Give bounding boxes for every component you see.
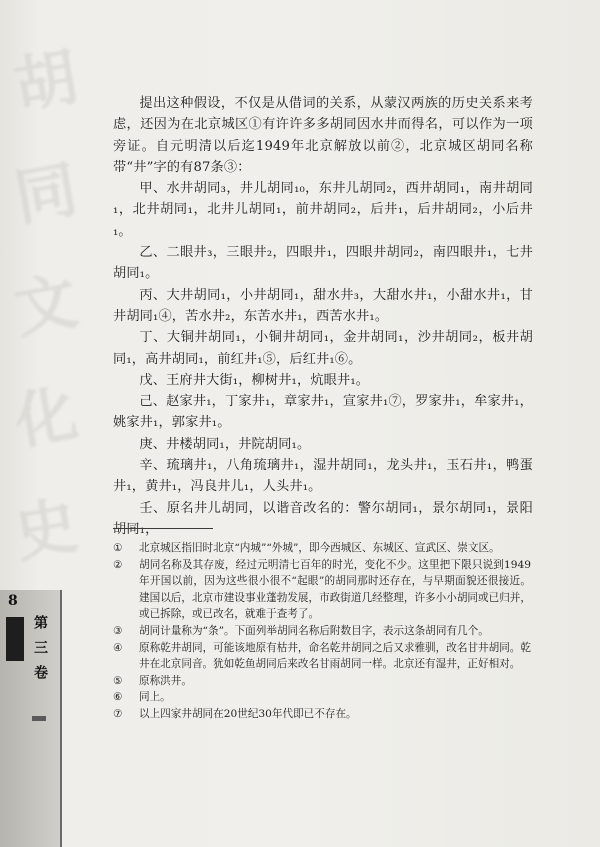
footnote xyxy=(113,623,531,640)
list-item: 辛、琉璃井₁，八角琉璃井₁，湿井胡同₁，龙头井₁，玉石井₁，鸭蛋井₁，黄井₁，冯良井儿₁，人头井₁。 xyxy=(113,458,533,495)
side-tab-border xyxy=(60,590,62,847)
list-item: 乙、二眼井₃，三眼井₂，四眼井₁，四眼井胡同₂，南四眼井₁，七井胡同₁。 xyxy=(113,245,533,282)
footnotes xyxy=(113,540,531,723)
main-text xyxy=(113,93,533,540)
side-tab-marker xyxy=(6,617,24,661)
footnote-mark: ② xyxy=(113,558,123,571)
footnote xyxy=(113,540,531,557)
footnote-text: 胡同名称及其存废，经过元明清七百年的时光，变化不少。这里把下限只说到1949年开国以前，因为这些很小很不“起眼”的胡同那时还存在，与早期面貌还很接近。建国以后，北京市建设事业蓬勃发展，市政街道几经整理，许多小小胡同或已归并，或已拆除，或已改名，就难于查考了。 xyxy=(139,558,531,621)
footnote-text: 胡同计量称为“条”。下面列举胡同名称后附数目字，表示这条胡同有几个。 xyxy=(139,624,489,637)
footnote-mark: ⑥ xyxy=(113,691,123,704)
footnote xyxy=(113,557,531,623)
list-item: 己、赵家井₁，丁家井₁，章家井₁，宣家井₁⑦，罗家井₁，牟家井₁，姚家井₁，郭家井₁。 xyxy=(113,394,533,431)
footnote-separator xyxy=(113,528,213,529)
footnote xyxy=(113,673,531,690)
footnote-text: 北京城区指旧时北京“内城”“外城”，即今西城区、东城区、宣武区、崇文区。 xyxy=(139,542,500,554)
footnote-mark: ⑤ xyxy=(113,674,123,687)
footnote xyxy=(113,706,531,723)
footnote-mark: ③ xyxy=(113,624,123,637)
watermark-char: 文 xyxy=(8,263,83,347)
footnote-text: 以上四家井胡同在20世纪30年代即已不存在。 xyxy=(139,707,357,720)
background-watermark xyxy=(0,20,90,580)
footnote xyxy=(113,640,531,673)
volume-label: 第三卷 xyxy=(32,615,48,690)
watermark-char: 化 xyxy=(8,375,83,459)
footnote-mark: ① xyxy=(113,542,123,554)
footnote-text: 原称乾井胡同，可能该地原有枯井，命名乾井胡同之后又求雅驯，改名甘井胡同。乾井在北京同音。犹如乾鱼胡同后来改名甘雨胡同一样。北京还有湿井，正好相对。 xyxy=(139,641,531,671)
list-item: 戊、王府井大街₁，柳树井₁，炕眼井₁。 xyxy=(139,372,370,388)
page-number: 8 xyxy=(8,593,18,609)
watermark-char: 史 xyxy=(8,487,83,571)
list-item: 庚、井楼胡同₁，井院胡同₁。 xyxy=(139,436,311,452)
watermark-char: 胡 xyxy=(8,39,83,123)
list-item: 甲、水井胡同₃，井儿胡同₁₀，东井儿胡同₂，西井胡同₁，南井胡同₁，北井胡同₁，北井儿胡同₁，前井胡同₂，后井₁，后井胡同₂，小后井₁。 xyxy=(113,181,533,239)
footnote-text: 同上。 xyxy=(139,691,171,704)
list-item: 壬、原名井儿胡同，以谐音改名的：警尔胡同₁，景尔胡同₁，景阳胡同₁， xyxy=(113,500,533,537)
watermark-char: 同 xyxy=(8,151,83,235)
volume-ornament xyxy=(32,716,46,721)
footnote-text: 原称洪井。 xyxy=(139,674,192,687)
list-item: 丁、大铜井胡同₁，小铜井胡同₁，金井胡同₁，沙井胡同₂，板井胡同₁，高井胡同₁，前红井₁⑤，后红井₁⑥。 xyxy=(113,330,533,367)
footnote-mark: ⑦ xyxy=(113,707,123,720)
intro-paragraph: 提出这种假设，不仅是从借词的关系，从蒙汉两族的历史关系来考虑，还因为在北京城区①有许许多多胡同因水井而得名，可以作为一项旁证。自元明清以后迄1949年北京解放以前②，北京城区胡同名称带“井”字的有87条③： xyxy=(113,96,533,175)
list-item: 丙、大井胡同₁，小井胡同₁，甜水井₃，大甜水井₁，小甜水井₁，甘井胡同₁④，苦水井₂，东苦水井₁，西苦水井₁。 xyxy=(113,287,533,324)
footnote-mark: ④ xyxy=(113,641,123,654)
footnote xyxy=(113,689,531,706)
